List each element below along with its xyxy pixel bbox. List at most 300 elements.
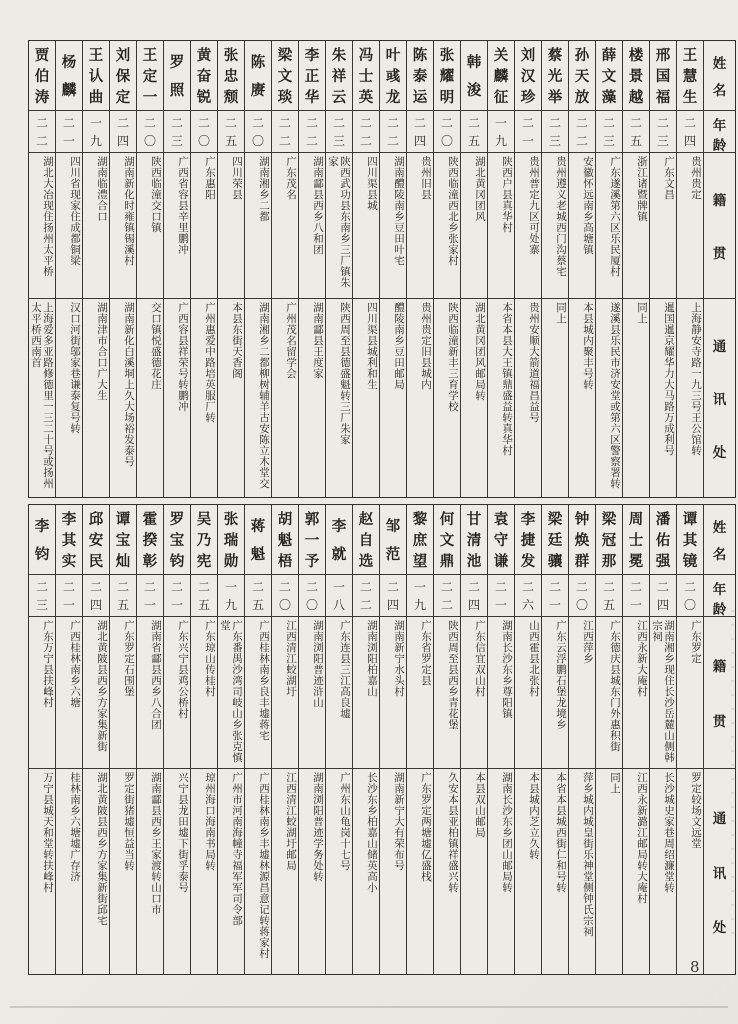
person-name	[29, 41, 55, 111]
person-name-text	[192, 508, 216, 571]
glyph: 祥	[331, 68, 347, 85]
person-name	[164, 41, 190, 111]
glyph: 捷	[520, 532, 536, 549]
person-age	[461, 575, 487, 617]
person-column	[191, 41, 218, 497]
person-name-text	[435, 44, 459, 107]
person-age-text	[246, 578, 270, 613]
person-contact	[353, 769, 379, 974]
glyph: 慧	[682, 68, 698, 85]
person-age	[380, 111, 406, 153]
person-origin	[434, 153, 460, 299]
glyph: 文	[277, 68, 293, 85]
glyph: 彧	[385, 68, 401, 85]
glyph: 楼	[628, 47, 644, 64]
glyph: 〇	[278, 597, 291, 612]
person-origin-text: 广西省容县辛里鹏冲	[177, 156, 189, 255]
person-contact	[56, 299, 82, 497]
person-name	[83, 41, 109, 111]
glyph: 魁	[277, 532, 293, 549]
person-age-text	[624, 114, 648, 149]
person-name	[623, 505, 649, 575]
person-origin-text: 湖南临澧合口	[96, 156, 108, 222]
person-age-text	[516, 114, 540, 149]
person-contact-text: 湖南酃县王度家	[312, 302, 324, 379]
person-age-text	[408, 114, 432, 149]
person-origin	[137, 617, 163, 769]
glyph: 二	[35, 133, 48, 148]
person-name-text	[597, 44, 621, 107]
person-age	[299, 111, 325, 153]
person-age	[245, 575, 271, 617]
person-origin-text: 广东兴宁县鸡公桥村	[177, 620, 189, 719]
person-age-text	[192, 578, 216, 613]
person-contact	[488, 769, 514, 974]
glyph: 鼎	[439, 553, 455, 570]
person-origin	[218, 153, 244, 299]
person-contact-text: 罗定较场文远堂	[690, 772, 702, 849]
person-contact	[515, 299, 541, 497]
glyph: 英	[358, 89, 374, 106]
glyph: 麟	[493, 68, 509, 85]
glyph: 钧	[34, 546, 50, 563]
person-age-text	[111, 114, 135, 149]
person-age	[677, 575, 703, 617]
person-origin-text: 陕西周至县西乡青花堡	[447, 620, 459, 730]
person-column	[218, 41, 245, 497]
glyph: 二	[359, 133, 372, 148]
person-column	[299, 505, 326, 974]
person-column	[515, 41, 542, 497]
person-name-text	[570, 44, 594, 107]
person-contact	[245, 299, 271, 497]
glyph: 就	[331, 546, 347, 563]
glyph: 一	[548, 597, 561, 612]
person-age	[650, 575, 676, 617]
person-origin	[191, 617, 217, 769]
glyph: 予	[304, 553, 320, 570]
glyph: 〇	[143, 133, 156, 148]
person-column	[542, 41, 569, 497]
person-contact	[29, 769, 55, 974]
glyph: 放	[574, 89, 590, 106]
person-name	[515, 41, 541, 111]
person-age	[407, 575, 433, 617]
person-age-text	[489, 114, 513, 149]
person-origin-text: 江西萍乡	[582, 620, 594, 664]
glyph: 二	[494, 580, 507, 595]
person-age-text	[570, 578, 594, 613]
glyph: 三	[656, 133, 669, 148]
glyph: 〇	[683, 597, 696, 612]
person-contact	[434, 769, 460, 974]
person-name-text	[111, 44, 135, 107]
glyph: 五	[602, 597, 615, 612]
person-contact-text: 广西容县祥荣号转鹏冲	[177, 302, 189, 412]
glyph: 关	[493, 47, 509, 64]
person-name-text	[570, 508, 594, 571]
glyph: 宝	[169, 532, 185, 549]
person-name	[461, 505, 487, 575]
person-contact-text: 同上	[555, 302, 567, 324]
person-contact	[623, 769, 649, 974]
person-origin	[596, 617, 622, 769]
person-contact	[83, 299, 109, 497]
header-age-label	[704, 111, 735, 153]
glyph: 刘	[520, 47, 536, 64]
glyph: 二	[278, 133, 291, 148]
glyph: 颓	[223, 89, 239, 106]
person-name	[542, 41, 568, 111]
person-column	[434, 41, 461, 497]
person-name	[488, 41, 514, 111]
person-contact-text: 醴陵南乡豆田邮局	[393, 302, 405, 390]
glyph: 黎	[412, 511, 428, 528]
glyph: 陈	[412, 47, 428, 64]
person-origin-text: 贵州普定九区可处寨	[528, 156, 540, 255]
glyph: 二	[521, 116, 534, 131]
person-name	[56, 505, 82, 575]
person-name	[434, 41, 460, 111]
person-name	[353, 505, 379, 575]
person-contact-text: 广州茂名留学会	[285, 302, 297, 379]
glyph: 焕	[574, 532, 590, 549]
glyph: 二	[359, 580, 372, 595]
person-age-text	[543, 578, 567, 613]
glyph: 勋	[223, 553, 239, 570]
glyph: 自	[358, 532, 374, 549]
person-contact-text: 本省本县城西街仁和号转	[555, 772, 567, 893]
header-origin-label	[704, 153, 735, 299]
person-contact-text: 湖南浏阳普迹学务处转	[312, 772, 324, 882]
glyph: 正	[304, 68, 320, 85]
header-origin-text	[705, 620, 734, 765]
person-contact-text: 四川渠县城利和生	[366, 302, 378, 390]
glyph: 龙	[385, 89, 401, 106]
person-contact-text: 贵州安顺大箭道福昌益号	[528, 302, 540, 423]
person-age-text	[408, 578, 432, 613]
glyph: 士	[628, 532, 644, 549]
glyph: 贾	[34, 47, 50, 64]
person-column	[353, 505, 380, 974]
person-contact-text: 湖南新宁大有荣布号	[393, 772, 405, 871]
person-column	[326, 505, 353, 974]
glyph: 二	[359, 116, 372, 131]
glyph: 冕	[628, 553, 644, 570]
person-name	[677, 41, 703, 111]
glyph: 赵	[358, 511, 374, 528]
person-column	[677, 41, 704, 497]
glyph: 那	[601, 553, 617, 570]
person-contact-text: 遂溪县乐民市济安堂或第六区警察署转	[609, 302, 621, 489]
glyph: 胡	[277, 511, 293, 528]
person-contact-text: 萍乡城内城皇街乐神堂侧钟氏宗祠	[582, 772, 594, 937]
glyph: 罗	[169, 511, 185, 528]
glyph: 〇	[575, 597, 588, 612]
person-contact-text: 湖南新化白溪垌上久大场裕发泰号	[123, 302, 135, 467]
glyph: 冯	[358, 47, 374, 64]
person-age-text	[597, 578, 621, 613]
person-age	[542, 111, 568, 153]
person-contact-text: 湖北黄冈团风邮局转	[474, 302, 486, 401]
glyph: 贯	[712, 714, 727, 730]
person-age-text	[624, 578, 648, 613]
person-origin	[542, 153, 568, 299]
glyph: 二	[548, 580, 561, 595]
person-name-text	[30, 44, 54, 107]
person-contact-text: 湖南湘乡二都柳树辅羊古安陈立木堂交	[258, 302, 270, 489]
person-origin	[353, 153, 379, 299]
person-origin-text: 安徽怀远南乡高塘镇	[582, 156, 594, 255]
person-origin	[29, 617, 55, 769]
person-age	[542, 575, 568, 617]
glyph: 伯	[34, 68, 50, 85]
person-name	[353, 41, 379, 111]
person-origin	[488, 153, 514, 299]
header-contact-text	[705, 772, 734, 971]
person-name	[245, 505, 271, 575]
person-name-text	[381, 508, 405, 571]
glyph: 九	[413, 597, 426, 612]
person-age-text	[30, 578, 54, 613]
glyph: 镜	[682, 553, 698, 570]
glyph: 冠	[601, 532, 617, 549]
glyph: 一	[494, 597, 507, 612]
person-column	[488, 505, 515, 974]
person-contact-text: 本县东街天香阁	[231, 302, 243, 379]
person-origin-text: 广东省罗定县	[420, 620, 432, 686]
glyph: 二	[521, 580, 534, 595]
person-name-text	[57, 508, 81, 571]
glyph: 一	[62, 133, 75, 148]
person-contact	[407, 769, 433, 974]
person-name-text	[651, 508, 675, 571]
person-contact	[29, 299, 55, 497]
person-origin	[245, 617, 271, 769]
person-age	[407, 111, 433, 153]
person-name-text	[84, 44, 108, 107]
person-name-text	[651, 44, 675, 107]
glyph: 梧	[277, 553, 293, 570]
person-contact-text: 本县双山邮局	[474, 772, 486, 838]
person-name-text	[543, 44, 567, 107]
glyph: 二	[683, 116, 696, 131]
person-origin	[191, 153, 217, 299]
person-age-text	[111, 578, 135, 613]
glyph: 乃	[196, 532, 212, 549]
person-age	[488, 575, 514, 617]
glyph: 士	[358, 68, 374, 85]
glyph: 守	[493, 532, 509, 549]
glyph: 明	[439, 89, 455, 106]
person-contact	[461, 769, 487, 974]
person-name	[245, 41, 271, 111]
person-origin-text: 贵州旧县	[420, 156, 432, 200]
glyph: 其	[682, 532, 698, 549]
person-name-text	[624, 508, 648, 571]
person-origin-text: 湖南浏阳柏嘉山	[366, 620, 378, 697]
person-name	[461, 41, 487, 111]
glyph: 一	[142, 89, 158, 106]
person-name	[569, 505, 595, 575]
person-contact-text: 湖南长沙东乡团山邮局转	[501, 772, 513, 893]
glyph: 二	[575, 116, 588, 131]
person-age-text	[138, 114, 162, 149]
glyph: 处	[712, 445, 727, 461]
person-origin-text: 四川渠县城	[366, 156, 378, 211]
glyph: 琰	[277, 89, 293, 106]
glyph: 二	[467, 116, 480, 131]
person-name	[380, 41, 406, 111]
glyph: 九	[89, 133, 102, 148]
person-age	[353, 111, 379, 153]
person-origin-text: 贵州遵义老城西门沟蔡宅	[555, 156, 567, 277]
person-column	[380, 505, 407, 974]
glyph: 五	[251, 597, 264, 612]
glyph: 何	[439, 511, 455, 528]
person-column	[407, 41, 434, 497]
glyph: 二	[440, 116, 453, 131]
glyph: 张	[223, 47, 239, 64]
person-name	[380, 505, 406, 575]
glyph: 年	[712, 582, 727, 598]
glyph: 潘	[655, 511, 671, 528]
person-origin	[137, 153, 163, 299]
glyph: 华	[304, 89, 320, 106]
glyph: 孙	[574, 47, 590, 64]
person-origin	[650, 153, 676, 299]
glyph: 李	[520, 511, 536, 528]
glyph: 二	[575, 580, 588, 595]
person-origin-text: 山西霍县北张村	[528, 620, 540, 697]
person-age-text	[354, 114, 378, 149]
glyph: 二	[116, 580, 129, 595]
person-name-text	[138, 44, 162, 107]
person-age-text	[435, 114, 459, 149]
person-name	[407, 41, 433, 111]
glyph: 汉	[520, 68, 536, 85]
person-contact	[677, 769, 703, 974]
scan-bottom-shadow	[10, 1006, 728, 1008]
glyph: 蔡	[547, 47, 563, 64]
glyph: 一	[521, 133, 534, 148]
person-origin	[407, 617, 433, 769]
person-age-text	[165, 114, 189, 149]
person-contact-text: 同上	[636, 302, 648, 324]
person-name	[326, 41, 352, 111]
person-contact	[569, 299, 595, 497]
person-column	[56, 41, 83, 497]
person-age	[623, 111, 649, 153]
person-contact-text: 同上	[609, 772, 621, 794]
glyph: 梁	[277, 47, 293, 64]
person-contact	[650, 769, 676, 974]
person-age-text	[516, 578, 540, 613]
person-name	[218, 41, 244, 111]
glyph: 三	[548, 133, 561, 148]
person-age-text	[273, 578, 297, 613]
person-name-text	[435, 508, 459, 571]
header-column	[704, 41, 735, 497]
glyph: 八	[332, 597, 345, 612]
glyph: 谦	[493, 553, 509, 570]
person-age-text	[354, 578, 378, 613]
glyph: 王	[142, 47, 158, 64]
glyph: 二	[224, 116, 237, 131]
glyph: 三	[332, 133, 345, 148]
person-contact-text: 广州东山龟岗十七号	[339, 772, 351, 871]
person-age-text	[138, 578, 162, 613]
glyph: 天	[574, 68, 590, 85]
person-origin-text: 湖北黄陂县西乡方家集新街	[96, 620, 108, 752]
glyph: 池	[466, 553, 482, 570]
person-origin	[299, 617, 325, 769]
glyph: 一	[89, 116, 102, 131]
person-contact	[380, 299, 406, 497]
glyph: 二	[305, 116, 318, 131]
person-contact-text: 湖北黄陂县西乡方家集新街邱宅	[96, 772, 108, 926]
person-name	[650, 41, 676, 111]
person-origin-text: 四川省现家住成都铜梁	[69, 156, 81, 266]
person-column	[56, 505, 83, 974]
person-origin	[461, 617, 487, 769]
glyph: 二	[386, 580, 399, 595]
person-name-text	[408, 44, 432, 107]
person-origin	[326, 153, 352, 299]
person-age-text	[273, 114, 297, 149]
glyph: 二	[170, 116, 183, 131]
person-origin-text: 湖南湘乡现住长沙岳麓山侧韩宗祠	[651, 620, 675, 763]
person-contact-text: 本县城内芝立久转	[528, 772, 540, 860]
person-contact	[596, 299, 622, 497]
glyph: 二	[89, 580, 102, 595]
glyph: 二	[656, 580, 669, 595]
person-contact-text: 长沙城史家巷周绍濂堂转	[663, 772, 675, 893]
person-origin-text: 广东文昌	[663, 156, 675, 200]
glyph: 二	[332, 116, 345, 131]
glyph: 一	[494, 116, 507, 131]
glyph: 李	[61, 511, 77, 528]
glyph: 邱	[88, 511, 104, 528]
glyph: 耀	[439, 68, 455, 85]
person-origin	[515, 617, 541, 769]
person-age-text	[327, 578, 351, 613]
glyph: 周	[628, 511, 644, 528]
glyph: 景	[628, 68, 644, 85]
glyph: 薛	[601, 47, 617, 64]
person-contact-text: 万宁县城天和堂转扶峰村	[42, 772, 54, 893]
person-age	[515, 575, 541, 617]
person-name	[110, 41, 136, 111]
person-age	[596, 575, 622, 617]
roster-table-bottom	[28, 504, 736, 975]
person-origin	[272, 617, 298, 769]
person-contact-text: 琼州海口海南书局转	[204, 772, 216, 871]
person-age	[29, 111, 55, 153]
glyph: 五	[467, 133, 480, 148]
person-age	[137, 575, 163, 617]
person-contact-text: 长沙东乡柏嘉山储英高小	[366, 772, 378, 893]
glyph: 二	[251, 580, 264, 595]
person-origin-text: 湖南省酃县西乡八合团	[150, 620, 162, 730]
person-name	[569, 41, 595, 111]
person-contact	[488, 299, 514, 497]
glyph: 梁	[547, 511, 563, 528]
glyph: 佑	[655, 532, 671, 549]
glyph: 蒋	[250, 518, 266, 535]
person-column	[191, 505, 218, 974]
glyph: 年	[712, 118, 727, 134]
